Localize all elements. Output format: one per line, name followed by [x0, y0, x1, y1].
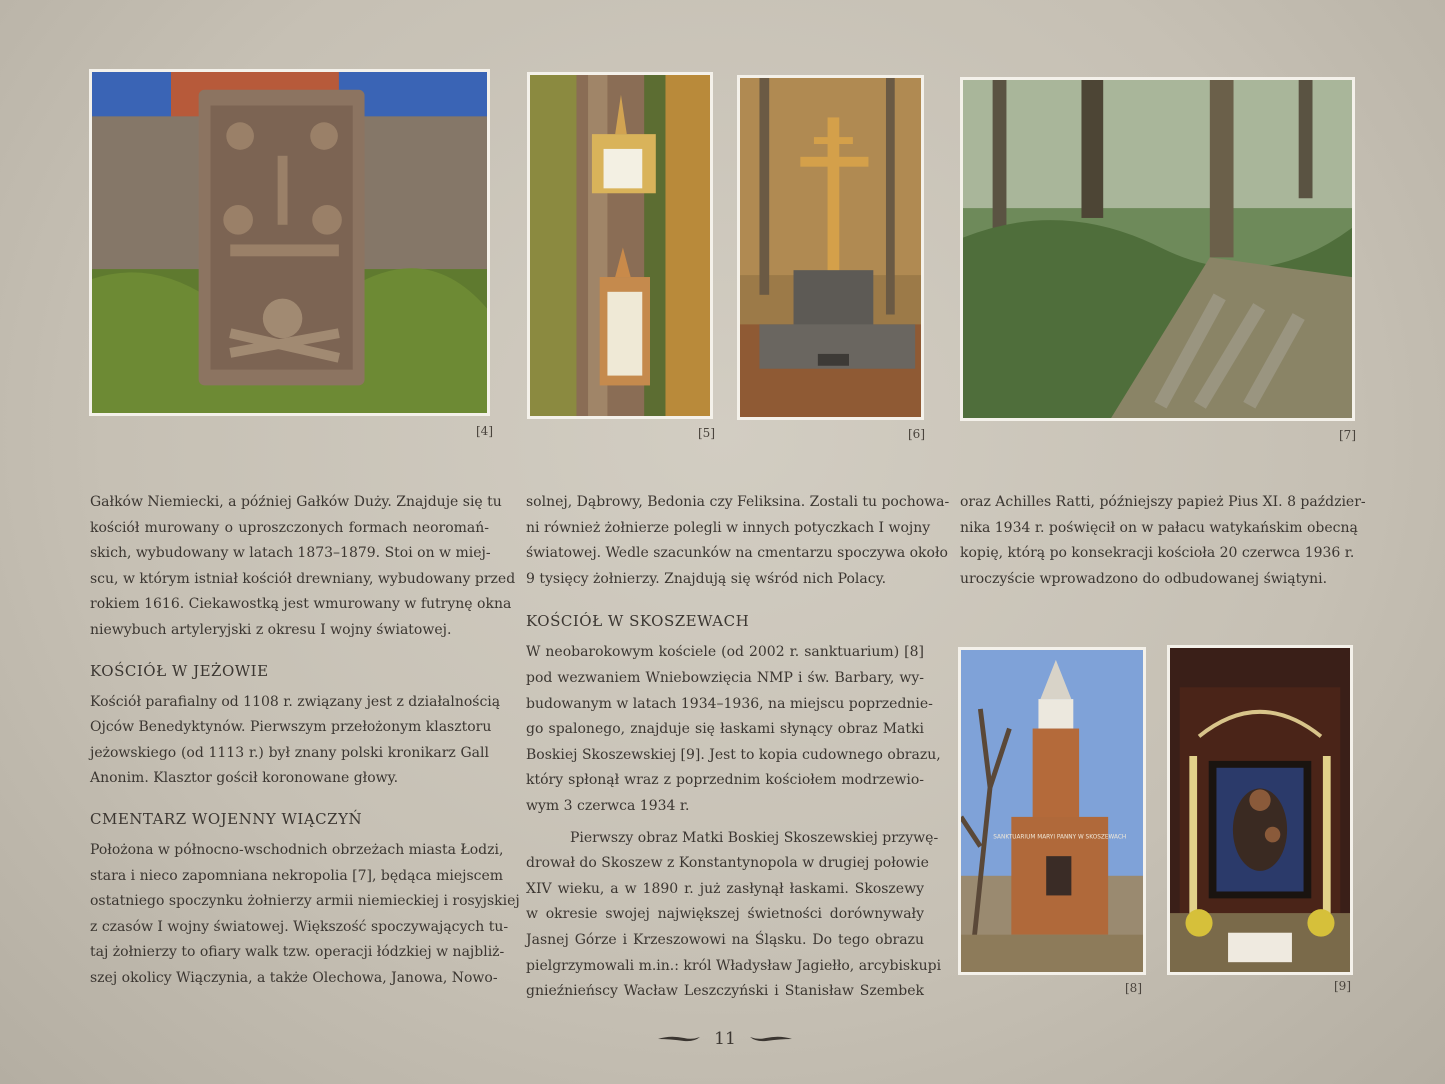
- caption-photo-8: [8]: [1125, 981, 1142, 995]
- text-line: Położona w północno-wschodnich obrzeżach miasta Łodzi,: [90, 841, 504, 858]
- text-line: budowanym w latach 1934–1936, na miejscu poprzednie-: [526, 695, 933, 712]
- ornament-right-icon: [748, 1034, 794, 1044]
- text-line: rokiem 1616. Ciekawostką jest wmurowany w futrynę okna: [90, 596, 512, 613]
- column-3: [960, 490, 1366, 592]
- text-line: uroczyście wprowadzono do odbudowanej świątyni.: [960, 570, 1328, 587]
- text-line: kopię, którą po konsekracji kościoła 20 czerwca 1936 r.: [960, 545, 1355, 562]
- caption-photo-7: [7]: [1339, 428, 1356, 442]
- text-line: Pierwszy obraz Matki Boskiej Skoszewskiej przywę-: [570, 829, 939, 846]
- photo-wayside-shrines: [527, 72, 713, 419]
- text-line: wym 3 czerwca 1934 r.: [526, 797, 690, 814]
- text-line: scu, w którym istniał kościół drewniany, wybudowany przed: [90, 570, 516, 587]
- text-line: z czasów I wojny światowej. Większość spoczywających tu-: [90, 918, 509, 935]
- photo-forest-cemetery: [960, 77, 1355, 421]
- text-line: skich, wybudowany w latach 1873–1879. Stoi on w miej-: [90, 545, 491, 562]
- text-line: pod wezwaniem Wniebowzięcia NMP i św. Barbary, wy-: [526, 669, 924, 686]
- text-line: Kościół parafialny od 1108 r. związany jest z działalnością: [90, 693, 501, 710]
- column-1: [90, 490, 520, 992]
- text-line: go spalonego, znajduje się łaskami słynący obraz Matki: [526, 721, 924, 738]
- text-line: jeżowskiego (od 1113 r.) był znany polski kronikarz Gall: [90, 744, 489, 761]
- photo-wooden-cross: [737, 75, 924, 420]
- caption-photo-6: [6]: [908, 427, 925, 441]
- text-line: solnej, Dąbrowy, Bedonia czy Feliksina. Zostali tu pochowa-: [526, 494, 950, 510]
- church-sign: SANKTUARIUM MARYI PANNY W SKOSZEWACH: [993, 834, 1127, 841]
- photo-altar-painting: [1167, 645, 1353, 975]
- text-line: Ojców Benedyktynów. Pierwszym przełożonym klasztoru: [90, 719, 492, 736]
- text-line: drował do Skoszew z Konstantynopola w drugiej połowie: [526, 855, 929, 872]
- page-number-folio: [640, 1024, 810, 1054]
- text-line: gnieźnieńscy Wacław Leszczyński i Stanisław Szembek: [526, 983, 924, 1000]
- text-line: Gałków Niemiecki, a później Gałków Duży. Znajduje się tu: [90, 494, 502, 510]
- text-line: Boskiej Skoszewskiej [9]. Jest to kopia cudownego obrazu,: [526, 746, 941, 763]
- text-line: 9 tysięcy żołnierzy. Znajdują się wśród nich Polacy.: [526, 570, 887, 587]
- text-line: Anonim. Klasztor gościł koronowane głowy.: [90, 770, 399, 787]
- text-line: pielgrzymowali m.in.: król Władysław Jagiełło, arcybiskupi: [526, 957, 942, 974]
- text-line: nika 1934 r. poświęcił on w pałacu watykańskim obecną: [960, 519, 1358, 536]
- text-line: oraz Achilles Ratti, późniejszy papież Pius XI. 8 paździer-: [960, 494, 1366, 510]
- caption-photo-5: [5]: [698, 426, 715, 440]
- section-heading: KOŚCIÓŁ W JEŻOWIE: [90, 661, 269, 680]
- text-line: niewybuch artyleryjski z okresu I wojny światowej.: [90, 621, 452, 638]
- text-line: taj żołnierzy to ofiary walk tzw. operacji łódzkiej w najbliż-: [90, 944, 505, 961]
- text-line: który spłonął wraz z poprzednim kościołem modrzewio-: [526, 772, 924, 789]
- text-line: W neobarokowym kościele (od 2002 r. sanktuarium) [8]: [526, 644, 924, 661]
- caption-photo-9: [9]: [1334, 979, 1351, 993]
- text-line: ostatniego spoczynku żołnierzy armii niemieckiej i rosyjskiej: [90, 893, 520, 910]
- section-heading: KOŚCIÓŁ W SKOSZEWACH: [526, 612, 750, 631]
- text-line: stara i nieco zapomniana nekropolia [7], będąca miejscem: [90, 867, 504, 884]
- text-line: Jasnej Górze i Krzeszowowi na Śląsku. Do tego obrazu: [526, 931, 924, 948]
- text-line: ni również żołnierze polegli w innych potyczkach I wojny: [526, 519, 931, 536]
- ornament-left-icon: [656, 1034, 702, 1044]
- text-line: w okresie swojej największej świetności dorównywały: [526, 906, 924, 923]
- text-line: kościół murowany o uproszczonych formach neoromań-: [90, 519, 489, 536]
- text-line: światowej. Wedle szacunków na cmentarzu spoczywa około: [526, 545, 948, 562]
- page-number: 11: [714, 1029, 736, 1049]
- caption-photo-4: [4]: [476, 424, 493, 438]
- text-line: XIV wieku, a w 1890 r. już zasłynął łaskami. Skoszewy: [526, 880, 924, 897]
- photo-church-tower: [958, 647, 1146, 975]
- text-line: szej okolicy Wiączynia, a także Olechowa, Janowa, Nowo-: [90, 969, 498, 986]
- column-2: [526, 490, 950, 1005]
- photo-tombstone: [89, 69, 490, 416]
- section-heading: CMENTARZ WOJENNY WIĄCZYŃ: [90, 809, 363, 828]
